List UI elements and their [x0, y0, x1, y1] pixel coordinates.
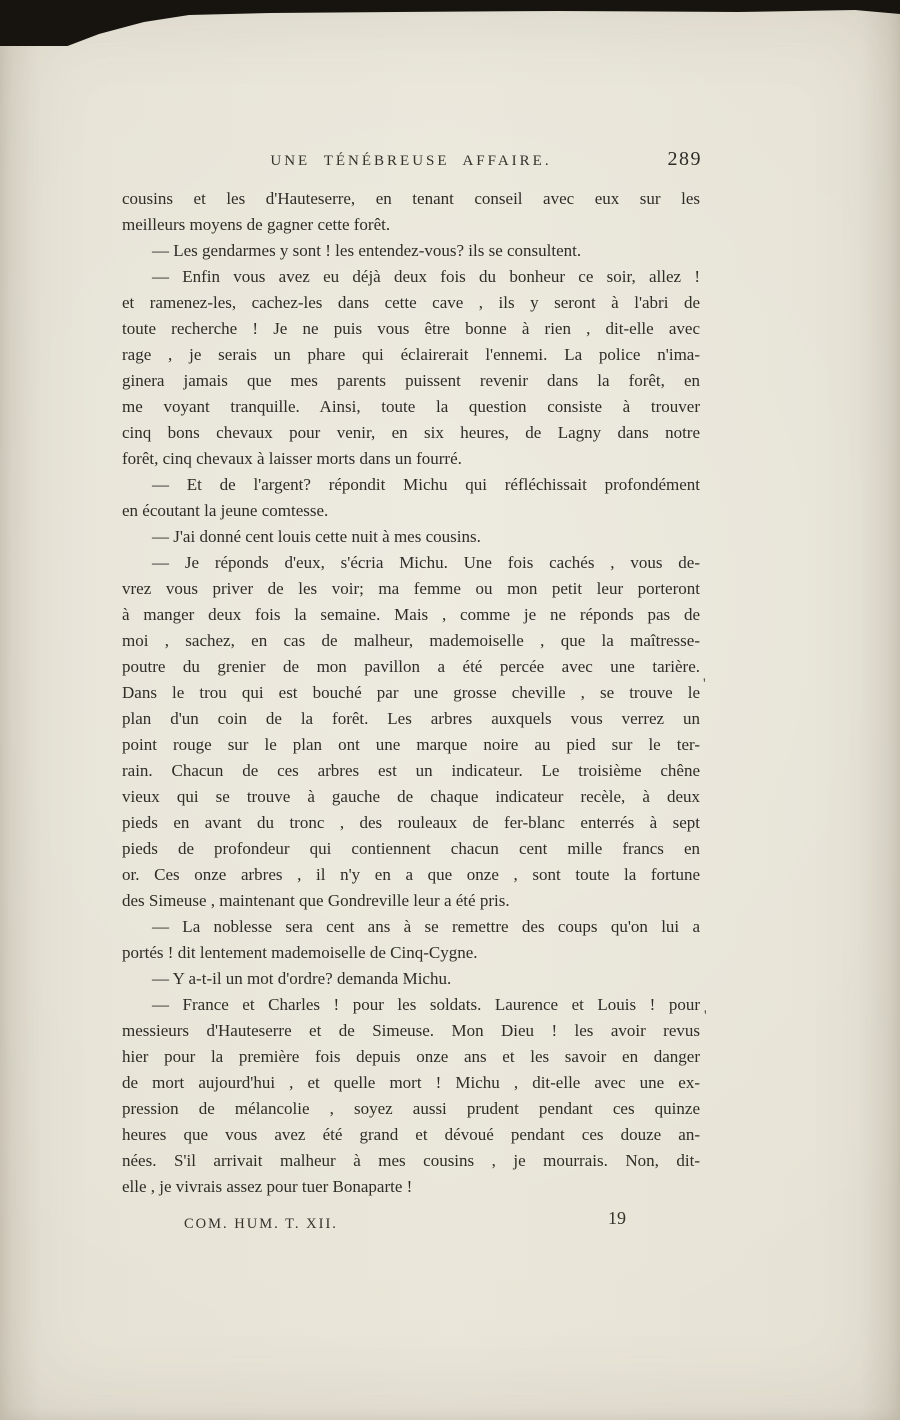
text-line: pieds en avant du tronc , des rouleaux de fer-blanc enterrés à sept	[122, 813, 700, 832]
text-line: de mort aujourd'hui , et quelle mort ! Michu , dit-elle avec une ex-	[122, 1073, 700, 1092]
text-line: rain. Chacun de ces arbres est un indicateur. Le troisième chêne	[122, 761, 700, 780]
text-line: vieux qui se trouve à gauche de chaque indicateur recèle, à deux	[122, 787, 700, 806]
paragraph	[122, 238, 700, 264]
text-line: moi , sachez, en cas de malheur, mademoiselle , que la maîtresse-	[122, 631, 700, 650]
margin-ink-artifact: '	[704, 1008, 707, 1024]
text-line: — La noblesse sera cent ans à se remettre des coups qu'on lui a	[152, 917, 700, 936]
text-line: portés ! dit lentement mademoiselle de Cinq-Cygne.	[122, 943, 478, 962]
text-line: forêt, cinq chevaux à laisser morts dans un fourré.	[122, 449, 462, 468]
text-line: elle , je vivrais assez pour tuer Bonaparte !	[122, 1177, 413, 1196]
paragraph	[122, 524, 700, 550]
page-number: 289	[667, 148, 702, 170]
text-line: or. Ces onze arbres , il n'y en a que onze , sont toute la fortune	[122, 865, 700, 884]
text-line: messieurs d'Hauteserre et de Simeuse. Mon Dieu ! les avoir revus	[122, 1021, 700, 1040]
sheet-number: 19	[608, 1208, 626, 1228]
text-line: rage , je serais un phare qui éclairerait l'ennemi. La police n'ima-	[122, 345, 700, 364]
text-line: nées. S'il arrivait malheur à mes cousins , je mourrais. Non, dit-	[122, 1151, 700, 1170]
text-line: poutre du grenier de mon pavillon a été percée avec une tarière.	[122, 657, 700, 676]
text-line: des Simeuse , maintenant que Gondreville leur a été pris.	[122, 891, 510, 910]
running-title: UNE TÉNÉBREUSE AFFAIRE.	[270, 153, 552, 169]
text-line: — Enfin vous avez eu déjà deux fois du bonheur ce soir, allez !	[152, 267, 700, 286]
text-block	[122, 148, 700, 1240]
text-line: hier pour la première fois depuis onze ans et les savoir en danger	[122, 1047, 700, 1066]
signature-mark: COM. HUM. T. XII.	[184, 1216, 338, 1232]
text-line: et ramenez-les, cachez-les dans cette cave , ils y seront à l'abri de	[122, 293, 700, 312]
text-line: toute recherche ! Je ne puis vous être bonne à rien , dit-elle avec	[122, 319, 700, 338]
page-footer	[122, 1206, 700, 1240]
text-line: pieds de profondeur qui contiennent chacun cent mille francs en	[122, 839, 700, 858]
text-line: point rouge sur le plan ont une marque noire au pied sur le ter-	[122, 735, 700, 754]
text-line: — Y a-t-il un mot d'ordre? demanda Michu.	[152, 969, 452, 988]
text-line: cinq bons chevaux pour venir, en six heures, de Lagny dans notre	[122, 423, 700, 442]
text-line: plan d'un coin de la forêt. Les arbres auxquels vous verrez un	[122, 709, 700, 728]
text-line: — J'ai donné cent louis cette nuit à mes cousins.	[152, 527, 481, 546]
paragraph	[122, 966, 700, 992]
text-line: — Je réponds d'eux, s'écria Michu. Une fois cachés , vous de-	[152, 553, 700, 572]
text-line: Dans le trou qui est bouché par une grosse cheville , se trouve le	[122, 683, 700, 702]
text-line: — Les gendarmes y sont ! les entendez-vous? ils se consultent.	[152, 241, 582, 260]
text-line: heures que vous avez été grand et dévoué pendant ces douze an-	[122, 1125, 700, 1144]
paragraph	[122, 992, 700, 1200]
paragraph	[122, 186, 700, 238]
text-line: pression de mélancolie , soyez aussi prudent pendant ces quinze	[122, 1099, 700, 1118]
text-line: vrez vous priver de les voir; ma femme ou mon petit leur porteront	[122, 579, 700, 598]
text-line: — Et de l'argent? répondit Michu qui réfléchissait profondément	[152, 475, 700, 494]
text-line: meilleurs moyens de gagner cette forêt.	[122, 215, 391, 234]
paragraph	[122, 264, 700, 472]
scan-edge-artifact	[0, 0, 900, 46]
paragraph	[122, 914, 700, 966]
paragraph	[122, 550, 700, 914]
text-line: en écoutant la jeune comtesse.	[122, 501, 329, 520]
body-text	[122, 186, 700, 1200]
margin-ink-artifact: '	[703, 676, 706, 692]
text-line: ginera jamais que mes parents puissent revenir dans la forêt, en	[122, 371, 700, 390]
text-line: me voyant tranquille. Ainsi, toute la question consiste à trouver	[122, 397, 700, 416]
paragraph	[122, 472, 700, 524]
text-line: à manger deux fois la semaine. Mais , comme je ne réponds pas de	[122, 605, 700, 624]
text-line: — France et Charles ! pour les soldats. Laurence et Louis ! pour	[152, 995, 700, 1014]
text-line: cousins et les d'Hauteserre, en tenant conseil avec eux sur les	[122, 189, 700, 208]
page-header	[122, 148, 700, 178]
